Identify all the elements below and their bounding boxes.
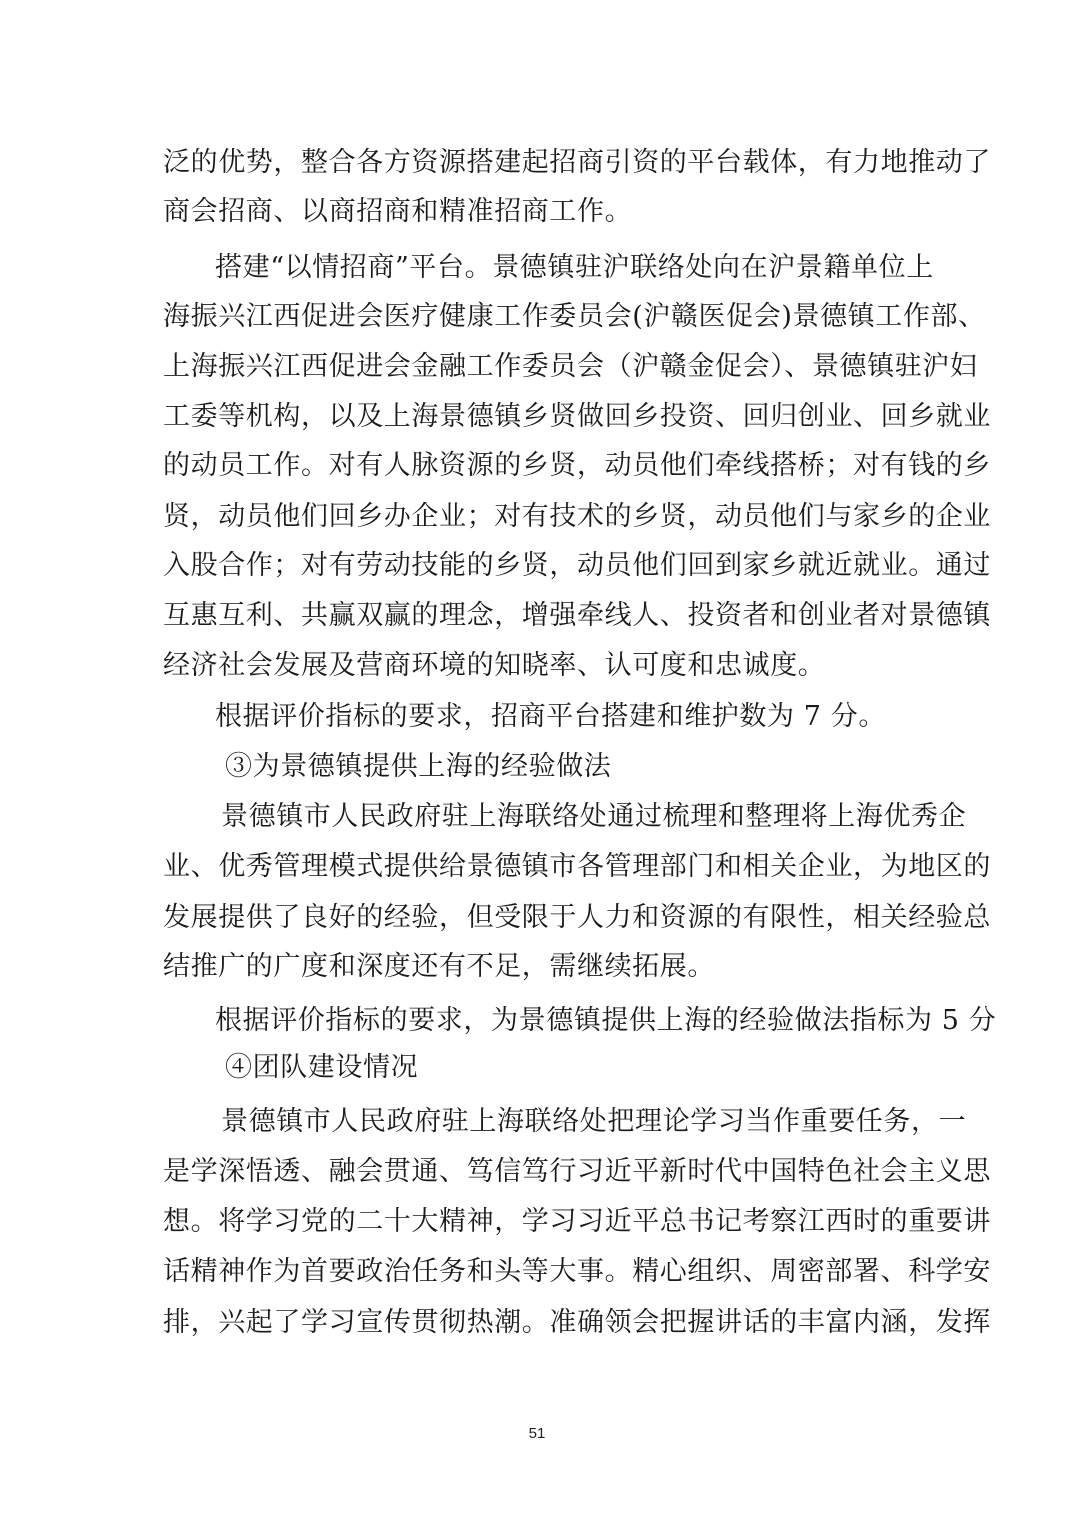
paragraph-line: 是学深悟透、融会贯通、笃信笃行习近平新时代中国特色社会主义思 [163,1156,991,1187]
paragraph-line: 经济社会发展及营商环境的知晓率、认可度和忠诚度。 [163,650,826,681]
section-heading: ③为景德镇提供上海的经验做法 [225,751,612,782]
paragraph-line: 入股合作；对有劳动技能的乡贤，动员他们回到家乡就近就业。通过 [163,550,991,581]
paragraph-line: 业、优秀管理模式提供给景德镇市各管理部门和相关企业，为地区的 [163,851,991,882]
paragraph-line: 根据评价指标的要求，为景德镇提供上海的经验做法指标为 5 分 [215,1005,997,1036]
paragraph-line: 贤，动员他们回乡办企业；对有技术的乡贤，动员他们与家乡的企业 [163,501,991,532]
paragraph-line: 泛的优势，整合各方资源搭建起招商引资的平台载体，有力地推动了 [163,147,991,178]
paragraph-line: 商会招商、以商招商和精准招商工作。 [163,196,633,227]
paragraph-line: 搭建“以情招商”平台。景德镇驻沪联络处向在沪景籍单位上 [215,252,934,283]
paragraph-line: 结推广的广度和深度还有不足，需继续拓展。 [163,951,715,982]
paragraph-line: 排，兴起了学习宣传贯彻热潮。准确领会把握讲话的丰富内涵，发挥 [163,1307,991,1338]
paragraph-line: 上海振兴江西促进会金融工作委员会（沪赣金促会）、景德镇驻沪妇 [163,351,978,382]
paragraph-line: 的动员工作。对有人脉资源的乡贤，动员他们牵线搭桥；对有钱的乡 [163,450,991,481]
paragraph-line: 景德镇市人民政府驻上海联络处通过梳理和整理将上海优秀企 [221,801,967,832]
paragraph-line: 景德镇市人民政府驻上海联络处把理论学习当作重要任务，一 [221,1106,967,1137]
paragraph-line: 海振兴江西促进会医疗健康工作委员会(沪赣医促会)景德镇工作部、 [163,301,986,332]
paragraph-line: 互惠互利、共赢双赢的理念，增强牵线人、投资者和创业者对景德镇 [163,600,991,631]
section-heading: ④团队建设情况 [225,1052,419,1083]
paragraph-line: 想。将学习党的二十大精神，学习习近平总书记考察江西时的重要讲 [163,1206,991,1237]
page-number: 51 [528,1425,546,1442]
paragraph-line: 工委等机构，以及上海景德镇乡贤做回乡投资、回归创业、回乡就业 [163,401,991,432]
paragraph-line: 话精神作为首要政治任务和头等大事。精心组织、周密部署、科学安 [163,1256,991,1287]
paragraph-line: 发展提供了良好的经验，但受限于人力和资源的有限性，相关经验总 [163,902,991,933]
paragraph-line: 根据评价指标的要求，招商平台搭建和维护数为 7 分。 [215,701,886,732]
